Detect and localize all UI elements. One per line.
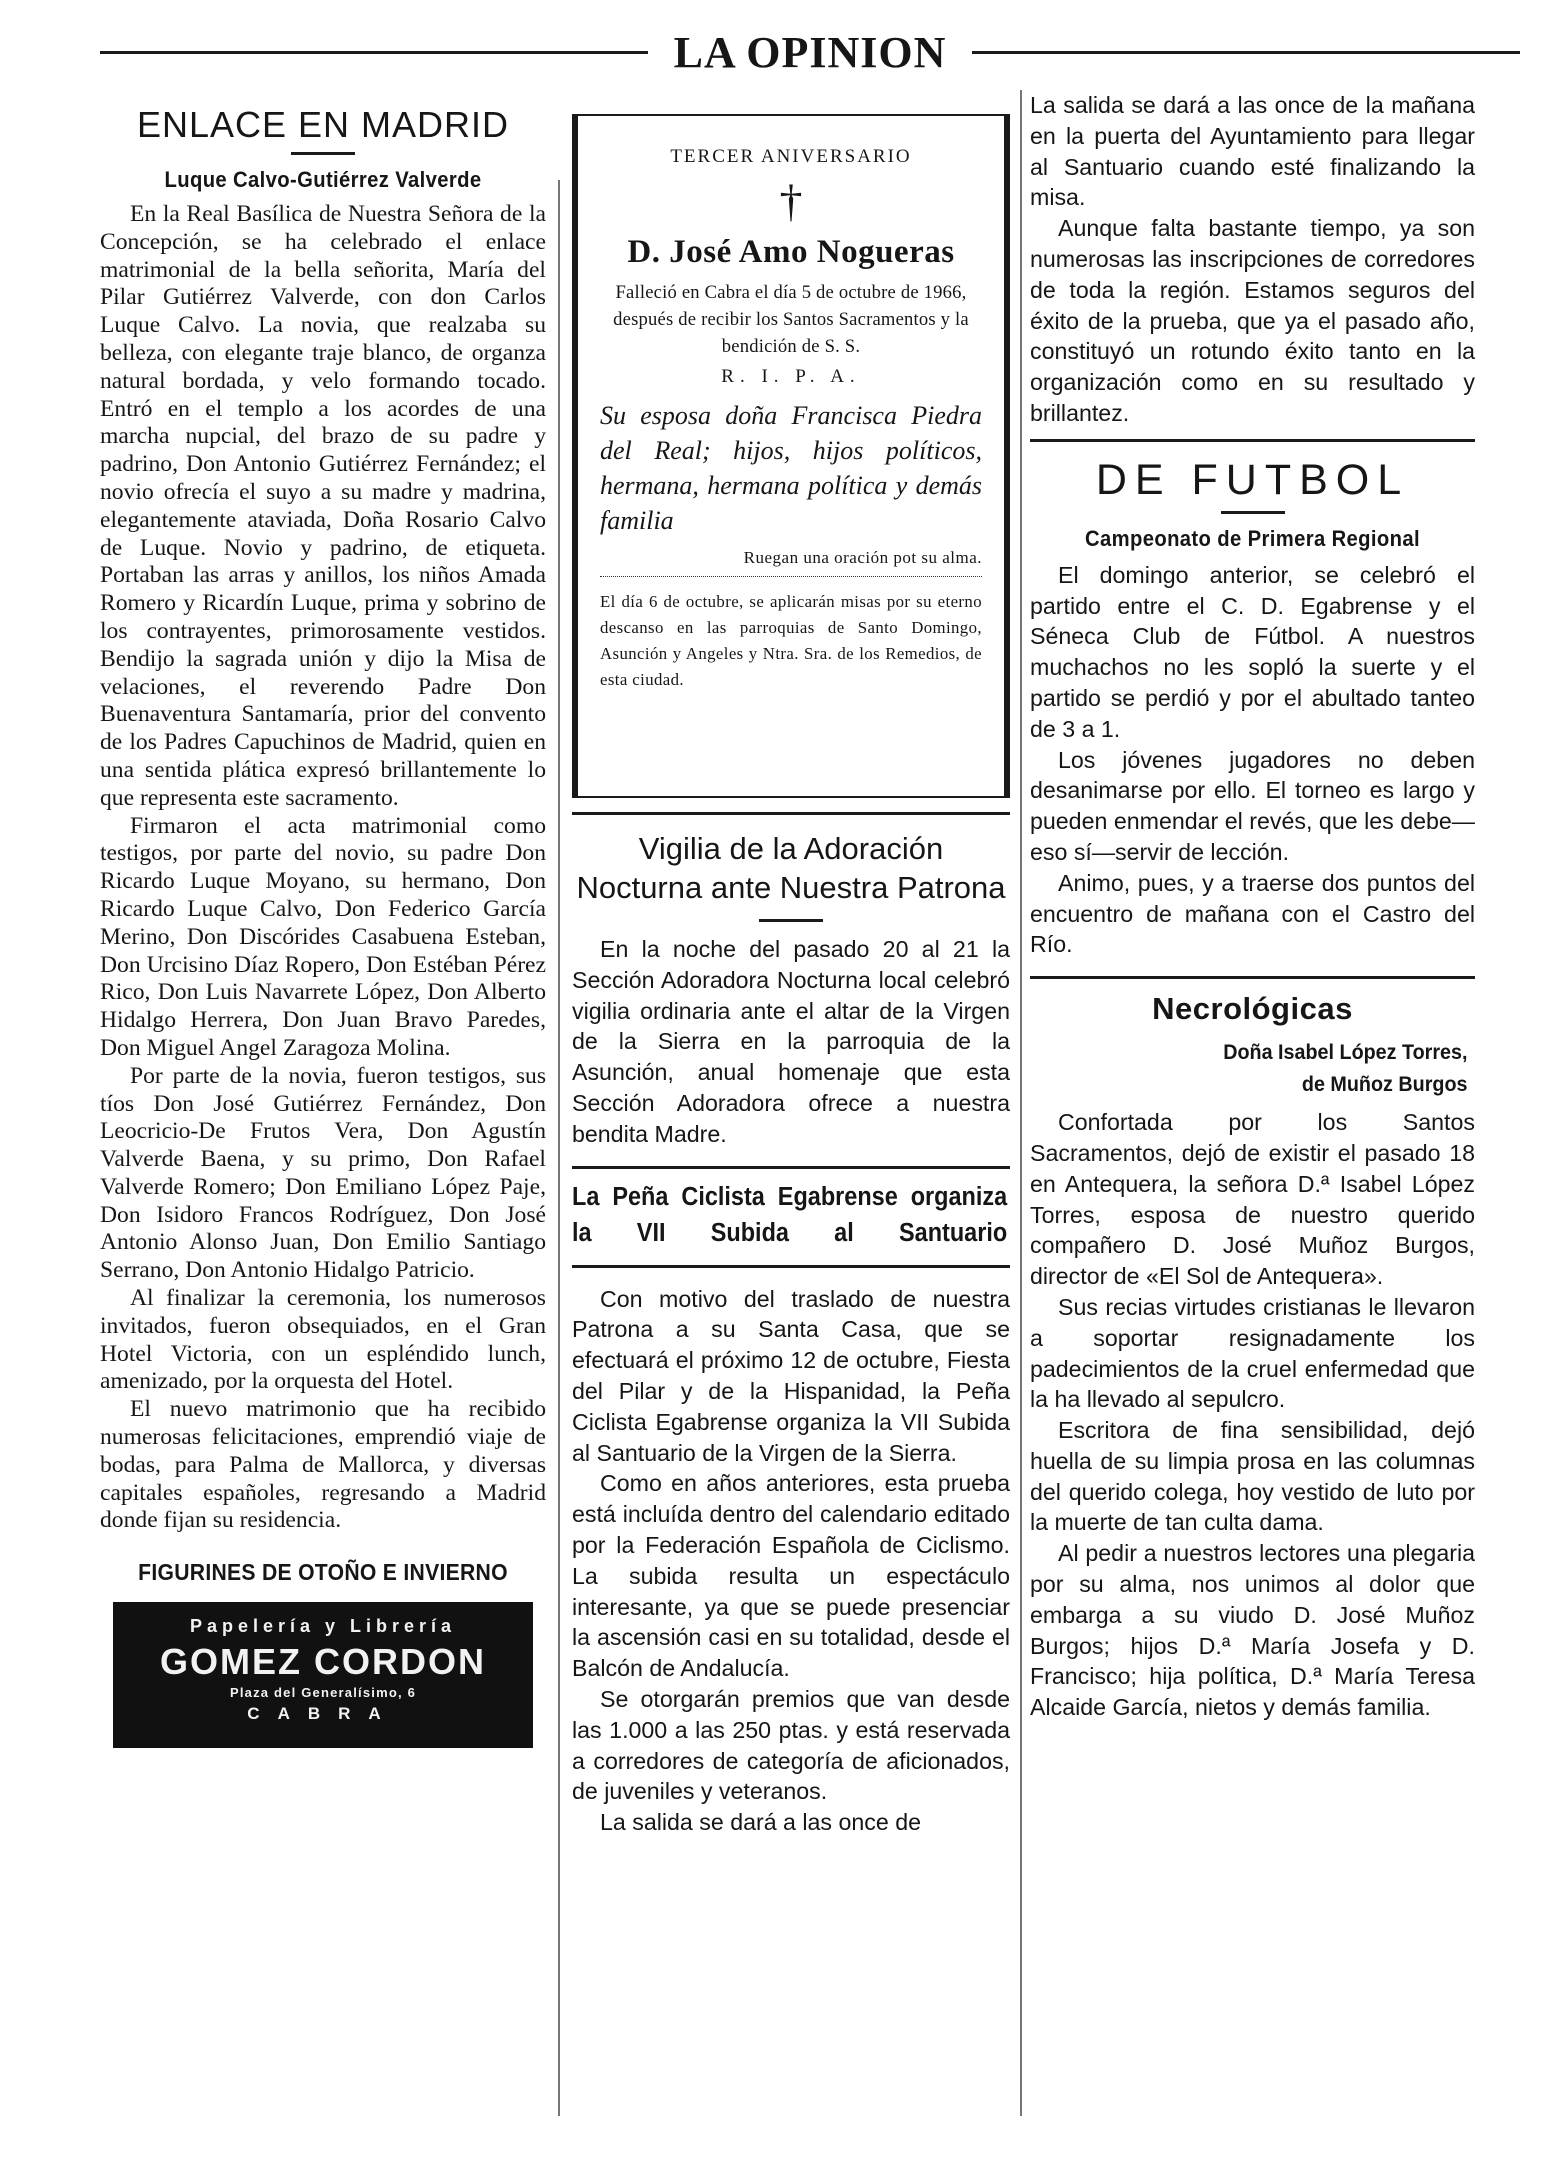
section-rule: [1030, 439, 1475, 442]
ad-shop-type: Papelería y Librería: [189, 1616, 457, 1637]
article-paragraph: Al finalizar la ceremonia, los numerosos invitados, fueron obsequiados, en el Gran Hotel Victoria, con un espléndido lunch, amenizado, por la orquesta del Hotel.: [100, 1285, 546, 1395]
article-pena-continued: [1030, 90, 1475, 429]
notice-divider: [600, 576, 982, 577]
article-paragraph: Confortada por los Santos Sacramentos, dejó de existir el pasado 18 en Antequera, la señora D.ª Isabel López Torres, esposa de nuestro querido compañero D. José Muñoz Burgos, director de «El Sol de Antequera».: [1030, 1109, 1475, 1290]
column-3: [1030, 90, 1475, 2140]
article-paragraph: Los jóvenes jugadores no deben desanimarse por ello. El torneo es largo y pueden enmendar el revés, que les debe—eso sí—servir de lección.: [1030, 746, 1475, 865]
ad-shop-name: GOMEZ CORDON: [160, 1641, 486, 1683]
article-paragraph: El nuevo matrimonio que ha recibido numerosas felicitaciones, emprendió viaje de bodas, para Palma de Mallorca, y diversas capitales españoles, regresando a Madrid donde fijan su residencia.: [100, 1396, 546, 1534]
article-subtitle: Luque Calvo-Gutiérrez Valverde: [164, 167, 482, 192]
ad-banner: [113, 1602, 533, 1748]
article-paragraph: Aunque falta bastante tiempo, ya son numerosas las inscripciones de corredores de toda la región. Estamos seguros del éxito de la prueba, que ya el pasado año, constituyó un rotundo éxito tanto en la organización como en su resultado y brillantez.: [1030, 215, 1475, 426]
column-divider-2: [1020, 90, 1022, 2116]
masthead: [100, 22, 1520, 82]
deceased-name: D. José Amo Nogueras: [627, 234, 955, 270]
cross-icon: †: [779, 175, 803, 226]
family-text: Su esposa doña Francisca Piedra del Real; hijos, hijos políticos, hermana, hermana política y demás familia: [600, 401, 982, 535]
article-title: DE FUTBOL: [1095, 455, 1410, 504]
article-paragraph: Escritora de fina sensibilidad, dejó huella de su limpia prosa en las columnas del querido colega, hoy vestido de luto por la muerte de tan culta dama.: [1030, 1417, 1475, 1536]
byline-line: de Muñoz Burgos: [1301, 1073, 1468, 1097]
article-pena-ciclista: [572, 1179, 1010, 1838]
article-paragraph: En la Real Basílica de Nuestra Señora de la Concepción, se ha celebrado el enlace matrimonial de la bella señorita, María del Pilar Gutiérrez Valverde, con don Carlos Luque Calvo. La novia, que realzaba su belleza, con elegante traje blanco, de organza natural bordada, y velo formando tocado. Entró en el templo a los acordes de una marcha nupcial, del brazo de su padre y padrino, Don Antonio Gutiérrez Fernández; el novio ofrecía el suyo a su madre y madrina, elegantemente ataviada, Doña Rosario Calvo de Luque. Novio y padrino, de etiqueta. Portaban las arras y anillos, los niños Amada Romero y Ricardín Luque, prima y sobrino de los contrayentes, primorosamente vestidos. Bendijo la sagrada unión y dijo la Misa de velaciones, el reverendo Padre Don Buenaventura Santamaría, prior del convento de los Padres Capuchinos de Madrid, quien en una sentida plática expresó brillantemente lo que representa este sacramento.: [100, 201, 546, 811]
article-title: ENLACE EN MADRID: [136, 104, 510, 145]
column-1: [100, 90, 546, 2140]
article-paragraph: La salida se dará a las once de la mañana en la puerta del Ayuntamiento para llegar al Santuario cuando esté finalizando la misa.: [1030, 92, 1475, 211]
article-title: La Peña Ciclista Egabrense organiza la VII Subida al Santuario: [572, 1182, 1008, 1247]
article-futbol: [1030, 456, 1475, 960]
title-rule: [572, 1265, 1010, 1268]
article-paragraph: En la noche del pasado 20 al 21 la Sección Adoradora Nocturna local celebró vigilia ordinaria ante el altar de la Virgen de la Sierra en la parroquia de la Asunción, anual homenaje que esta Sección Adoradora ofrece a nuestra bendita Madre.: [572, 936, 1010, 1147]
newspaper-title: LA OPINION: [673, 27, 947, 77]
column-divider-1: [558, 180, 560, 2116]
article-paragraph: El domingo anterior, se celebró el partido entre el C. D. Egabrense y el Séneca Club de Fútbol. A nuestros muchachos no les sopló la suerte y el partido se perdió y por el abultado tanteo de 3 a 1.: [1030, 561, 1475, 742]
ad-headline: FIGURINES DE OTOÑO E INVIERNO: [138, 1559, 508, 1586]
article-paragraph: Con motivo del traslado de nuestra Patrona a su Santa Casa, que se efectuará el próximo 12 de octubre, Fiesta del Pilar y de la Hispanidad, la Peña Ciclista Egabrense organiza la VII Subida al Santuario de la Virgen de la Sierra.: [572, 1285, 1010, 1466]
section-rule: [572, 1166, 1010, 1169]
byline-line: Doña Isabel López Torres,: [1223, 1041, 1468, 1065]
article-necrologicas: [1030, 991, 1475, 1723]
continued-text: La salida se dará a las once de: [600, 1809, 921, 1836]
article-paragraph: Al pedir a nuestros lectores una plegaria por su alma, nos unimos al dolor que embarga a su viudo D. José Muñoz Burgos; hijos D.ª María Josefa y D. Francisco; hija política, D.ª María Teresa Alcaide García, nietos y demás familia.: [1030, 1540, 1475, 1721]
article-paragraph: Por parte de la novia, fueron testigos, sus tíos Don José Gutiérrez Fernández, Don Leocricio-De Frutos Vera, Don Agustín Valverde Baena, y su primo, Don Rafael Valverde Romero; Don Emiliano López Paje, Don Isidoro Francos Rodríguez, Don José Antonio Alonso Juan, Don Emilio Santiago Serrano, Don Antonio Hidalgo Patricio.: [100, 1062, 546, 1284]
masthead-rule-left: [100, 51, 648, 54]
ad-city: CABRA: [247, 1704, 399, 1724]
article-enlace: [100, 104, 546, 1535]
article-paragraph: Sus recias virtudes cristianas le llevaron a soportar resignadamente los padecimientos de la cruel enfermedad que la ha llevado al sepulcro.: [1030, 1293, 1475, 1413]
prayer-request: Ruegan una oración pot su alma.: [743, 548, 982, 567]
article-subtitle: Campeonato de Primera Regional: [1085, 525, 1420, 551]
anniversary-heading: TERCER ANIVERSARIO: [670, 146, 912, 167]
title-rule: [291, 152, 355, 155]
article-paragraph: Animo, pues, y a traerse dos puntos del encuentro de mañana con el Castro del Río.: [1030, 869, 1475, 958]
article-paragraph: Como en años anteriores, esta prueba está incluída dentro del calendario editado por la Federación Española de Ciclismo. La subida resulta un espectáculo interesante, ya que se puede presenciar la ascensión casi en su totalidad, desde el Balcón de Andalucía.: [572, 1470, 1010, 1682]
masthead-rule-right: [972, 51, 1520, 54]
section-rule: [1030, 976, 1475, 979]
article-title: Necrológicas: [1152, 991, 1353, 1027]
ripa-text: R. I. P. A.: [721, 366, 861, 387]
death-note: Falleció en Cabra el día 5 de octubre de 1966, después de recibir los Santos Sacramentos y la bendición de S. S.: [613, 282, 969, 357]
masses-note: El día 6 de octubre, se aplicarán misas por su eterno descanso en las parroquias de Santo Domingo, Asunción y Angeles y Ntra. Sra. de los Remedios, de esta ciudad.: [600, 592, 982, 689]
article-byline: [1057, 1037, 1475, 1101]
advertisement: [100, 1559, 546, 1748]
article-paragraph: Se otorgarán premios que van desde las 1.000 a las 250 ptas. y está reservada a corredores de categoría de aficionados, de juveniles y veteranos.: [572, 1685, 1010, 1805]
obituary-notice: [572, 114, 1010, 798]
article-vigilia: [572, 815, 1010, 1162]
ad-address: Plaza del Generalísimo, 6: [229, 1685, 417, 1701]
article-title: Vigilia de la Adoración Nocturna ante Nuestra Patrona: [576, 831, 1006, 905]
title-rule: [759, 919, 823, 922]
article-paragraph: Firmaron el acta matrimonial como testigos, por parte del novio, su padre Don Ricardo Luque Moyano, su hermano, Don Ricardo Luque Calvo, Don Federico García Merino, Don Discórides Casabuena Esteban, Don Urcisino Díaz Ropero, Don Estéban Pérez Rico, Don Luis Navarrete López, Don Alberto Hidalgo Herrera, Don Juan Bravo Paredes, Don Miguel Angel Zaragoza Molina.: [100, 812, 546, 1061]
column-2: [572, 90, 1010, 2140]
article-paragraph: [572, 1807, 1010, 1838]
title-rule: [1221, 511, 1285, 514]
